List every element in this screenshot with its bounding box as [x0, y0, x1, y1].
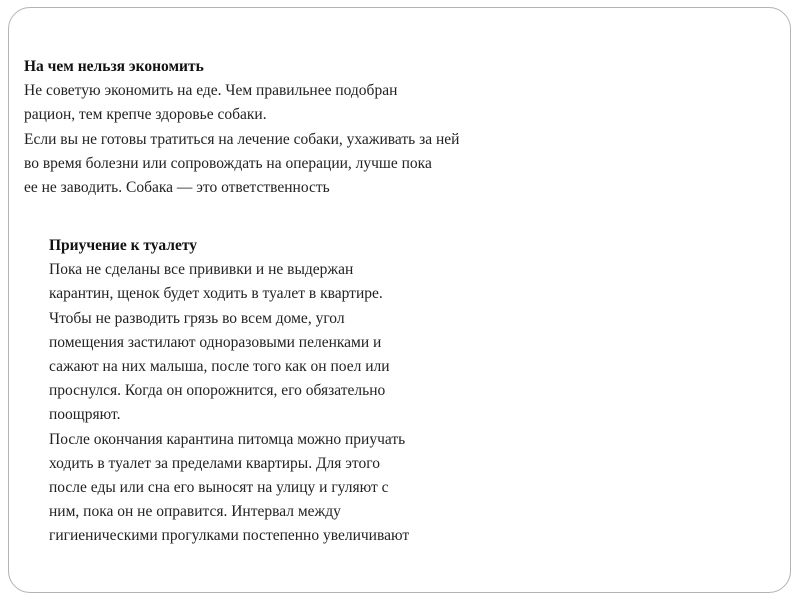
- section-toilet-line: ходить в туалет за пределами квартиры. Для этого: [49, 454, 380, 472]
- section-toilet-line: ним, пока он не оправится. Интервал между: [49, 503, 341, 521]
- section-toilet-line: карантин, щенок будет ходить в туалет в квартире.: [49, 285, 383, 303]
- section-toilet-line: Чтобы не разводить грязь во всем доме, угол: [49, 309, 345, 327]
- section-saving: [24, 55, 459, 200]
- section-toilet-line: сажают на них малыша, после того как он поел или: [49, 358, 390, 376]
- section-saving-line: Не советую экономить на еде. Чем правильнее подобран: [24, 82, 398, 100]
- section-toilet-line: помещения застилают одноразовыми пеленками и: [49, 333, 382, 351]
- section-saving-line: Если вы не готовы тратиться на лечение собаки, ухаживать за ней: [24, 130, 460, 148]
- section-toilet-line: после еды или сна его выносят на улицу и гуляют с: [49, 479, 389, 497]
- section-toilet: [49, 234, 409, 549]
- section-toilet-line: поощряют.: [49, 406, 121, 424]
- section-toilet-line: проснулся. Когда он опорожнится, его обязательно: [49, 382, 386, 400]
- section-toilet-line: Пока не сделаны все прививки и не выдержан: [49, 261, 354, 279]
- section-saving-line: во время болезни или сопровождать на операции, лучше пока: [24, 154, 432, 172]
- section-saving-line: рацион, тем крепче здоровье собаки.: [24, 106, 267, 124]
- section-saving-heading: На чем нельзя экономить: [24, 58, 204, 75]
- section-saving-line: ее не заводить. Собака — это ответственность: [24, 179, 330, 197]
- section-toilet-heading: Приучение к туалету: [49, 237, 197, 254]
- section-toilet-line: После окончания карантина питомца можно приучать: [49, 430, 406, 448]
- section-toilet-line: гигиеническими прогулками постепенно увеличивают: [49, 527, 410, 545]
